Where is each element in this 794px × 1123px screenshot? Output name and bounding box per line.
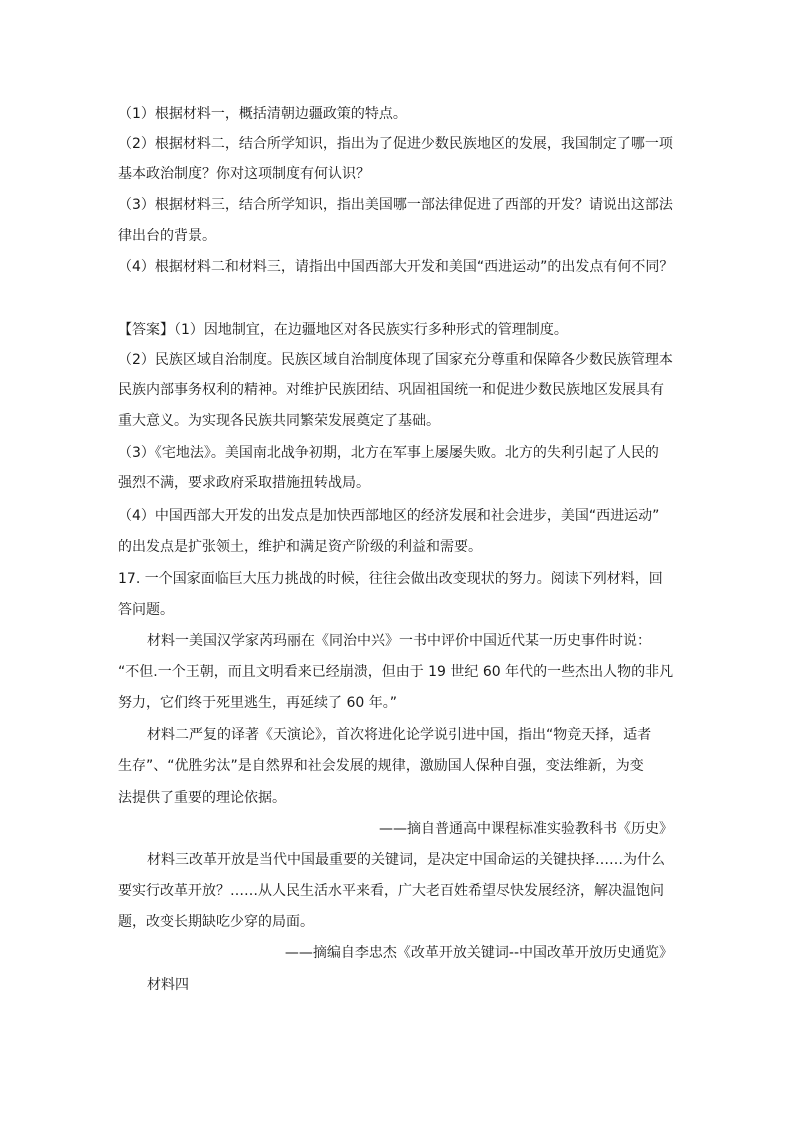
material-3-source: ——摘编自李忠杰《改革开放关键词--中国改革开放历史通览》: [284, 945, 673, 961]
material-2-line-3: 法提供了重要的理论依据。: [118, 790, 286, 806]
question-2-line-2: 基本政治制度？你对这项制度有何认识？: [118, 166, 370, 182]
answer-label: 【答案】: [118, 322, 174, 338]
question-4: （4）根据材料二和材料三，请指出中国西部大开发和美国“西进运动”的出发点有何不同？: [118, 259, 674, 275]
answer-3-line-2: 强烈不满，要求政府采取措施扭转战局。: [118, 475, 370, 491]
material-1-line-3: 努力，它们终于死里逃生，再延续了 60 年。”: [118, 695, 397, 711]
material-3-line-3: 题，改变长期缺吃少穿的局面。: [118, 914, 314, 930]
answer-2-line-1: （2）民族区域自治制度。民族区域自治制度体现了国家充分尊重和保障各少数民族管理本: [118, 352, 673, 368]
material-3-line-1: 材料三改革开放是当代中国最重要的关键词，是决定中国命运的关键抉择……为什么: [147, 852, 665, 868]
material-2-line-1: 材料二严复的译著《天演论》，首次将进化论学说引进中国，指出“物竞天择，适者: [147, 727, 652, 743]
question-3-line-1: （3）根据材料三，结合所学知识，指出美国哪一部法律促进了西部的开发？请说出这部法: [118, 197, 673, 213]
answer-2-line-2: 民族内部事务权利的精神。对维护民族团结、巩固祖国统一和促进少数民族地区发展具有: [118, 382, 664, 398]
answer-1: （1）因地制宜，在边疆地区对各民族实行多种形式的管理制度。: [174, 322, 568, 338]
answer-2-line-3: 重大意义。为实现各民族共同繁荣发展奠定了基础。: [118, 413, 440, 429]
question-3-line-2: 律出台的背景。: [118, 228, 216, 244]
question-17-stem-line-1: 17. 一个国家面临巨大压力挑战的时候，往往会做出改变现状的努力。阅读下列材料，回: [118, 571, 663, 587]
answer-line-1: [118, 320, 568, 340]
answer-3-line-1: （3）《宅地法》。美国南北战争初期，北方在军事上屡屡失败。北方的失利引起了人民的: [118, 445, 659, 461]
material-1-line-2: “不但.一个王朝，而且文明看来已经崩溃，但由于 19 世纪 60 年代的一些杰出人物的非凡: [118, 664, 674, 680]
question-1: （1）根据材料一，概括清朝边疆政策的特点。: [118, 106, 407, 122]
question-2-line-1: （2）根据材料二，结合所学知识，指出为了促进少数民族地区的发展，我国制定了哪一项: [118, 136, 673, 152]
material-4-heading: 材料四: [147, 977, 189, 993]
material-2-source: ——摘自普通高中课程标准实验教科书《历史》: [379, 821, 673, 837]
answer-4-line-1: （4）中国西部大开发的出发点是加快西部地区的经济发展和社会进步，美国“西进运动”: [118, 508, 660, 524]
answer-4-line-2: 的出发点是扩张领土，维护和满足资产阶级的利益和需要。: [118, 539, 482, 555]
material-2-line-2: 生存”、“优胜劣汰”是自然界和社会发展的规律，激励国人保种自强，变法维新，为变: [118, 758, 644, 774]
question-17-stem-line-2: 答问题。: [118, 602, 174, 618]
material-1-line-1: 材料一美国汉学家芮玛丽在《同治中兴》一书中评价中国近代某一历史事件时说：: [147, 633, 651, 649]
material-3-line-2: 要实行改革开放？……从人民生活水平来看，广大老百姓希望尽快发展经济，解决温饱问: [118, 883, 664, 899]
